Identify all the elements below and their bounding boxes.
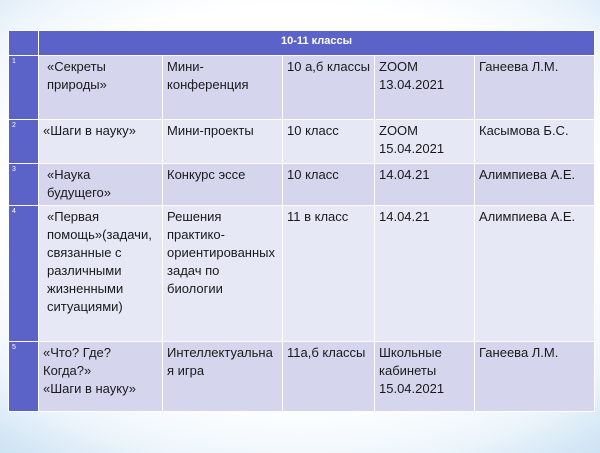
- row-number: 5: [9, 342, 39, 412]
- schedule-sheet: [8, 30, 594, 411]
- event-date: 14.04.21: [375, 206, 475, 342]
- event-grade: 10 класс: [283, 120, 375, 164]
- event-date: Школьные кабинеты 15.04.2021: [375, 342, 475, 412]
- events-table: [8, 30, 595, 412]
- event-format: Конкурс эссе: [163, 164, 283, 206]
- event-name: [39, 56, 163, 120]
- event-format: Мини-конференция: [163, 56, 283, 120]
- event-format: Мини-проекты: [163, 120, 283, 164]
- table-row: [9, 120, 595, 164]
- header-corner-cell: [9, 31, 39, 56]
- event-name-text: «Первая помощь»(задачи, связанные с различными жизненными ситуациями): [47, 209, 152, 314]
- row-number: 3: [9, 164, 39, 206]
- event-name-line: «Что? Где? Когда?»: [43, 345, 111, 378]
- table-row: [9, 342, 595, 412]
- event-date: ZOOM 15.04.2021: [375, 120, 475, 164]
- event-name-text: «Наука будущего»: [47, 167, 112, 200]
- event-grade: 10 а,б классы: [283, 56, 375, 120]
- event-format: Интеллектуальная игра: [163, 342, 283, 412]
- event-name: [39, 342, 163, 412]
- event-teacher: Касымова Б.С.: [475, 120, 595, 164]
- event-teacher: Алимпиева А.Е.: [475, 206, 595, 342]
- event-name: «Шаги в науку»: [39, 120, 163, 164]
- table-row: [9, 206, 595, 342]
- row-number: 2: [9, 120, 39, 164]
- event-teacher: Ганеева Л.М.: [475, 56, 595, 120]
- event-grade: 11 в класс: [283, 206, 375, 342]
- event-grade: 10 класс: [283, 164, 375, 206]
- event-name-text: «Секреты природы»: [47, 59, 107, 92]
- table-header-row: [9, 31, 595, 56]
- event-name-line: «Шаги в науку»: [43, 381, 136, 396]
- table-title: 10-11 классы: [39, 31, 595, 56]
- row-number: 4: [9, 206, 39, 342]
- event-date: ZOOM 13.04.2021: [375, 56, 475, 120]
- table-row: [9, 56, 595, 120]
- event-date: 14.04.21: [375, 164, 475, 206]
- event-teacher: Алимпиева А.Е.: [475, 164, 595, 206]
- event-grade: 11а,б классы: [283, 342, 375, 412]
- table-row: [9, 164, 595, 206]
- event-format: Решения практико-ориентированных задач по биологии: [163, 206, 283, 342]
- event-name: [39, 206, 163, 342]
- row-number: 1: [9, 56, 39, 120]
- event-name: [39, 164, 163, 206]
- event-teacher: Ганеева Л.М.: [475, 342, 595, 412]
